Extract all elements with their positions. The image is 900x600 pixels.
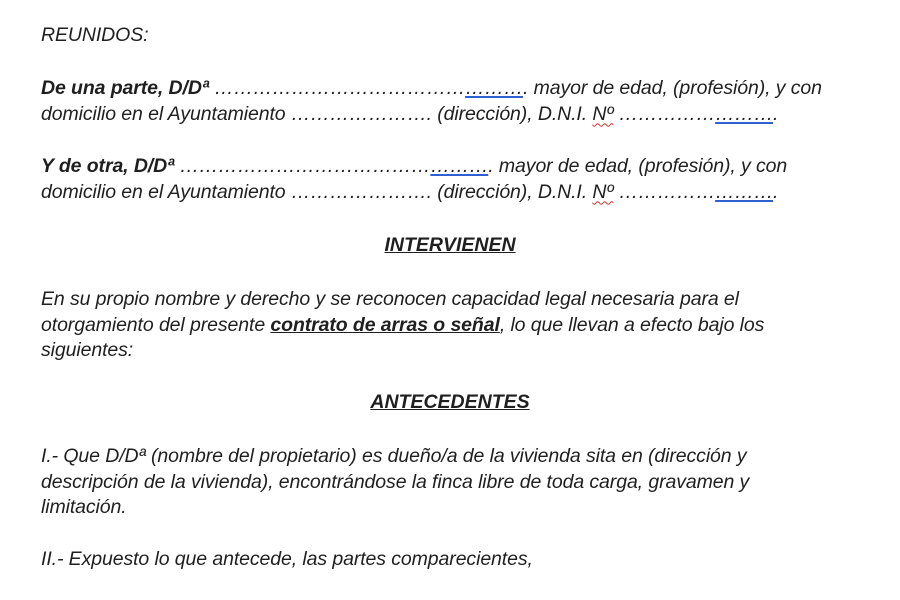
party-two-name-blank: ………………………………… — [174, 155, 431, 177]
antecedente-one-line-3: limitación. — [41, 496, 127, 518]
party-two-dni-blank-marked: ……… — [715, 180, 774, 203]
party-one-line-2: domicilio en el Ayuntamiento …………………. (dirección), D.N.I. Nº ……………………. — [41, 102, 779, 125]
intervienen-line-1: En su propio nombre y derecho y se reconocen capacidad legal necesaria para el — [41, 288, 739, 310]
reunidos-heading: REUNIDOS: — [41, 24, 149, 46]
party-one-address-text: domicilio en el Ayuntamiento …………………. (dirección), D.N.I. — [41, 102, 593, 125]
party-one-dni-blank: …………… — [613, 102, 716, 125]
antecedente-one-line-1: I.- Que D/Dª (nombre del propietario) es dueño/a de la vivienda sita en (dirección y — [41, 445, 747, 467]
intervienen-heading: INTERVIENEN — [384, 234, 516, 256]
antecedente-two-line-1: II.- Expuesto lo que antecede, las partes comparecientes, — [41, 548, 533, 570]
party-one-line-1 — [41, 76, 871, 102]
intervienen-line-3: siguientes: — [41, 339, 134, 361]
antecedente-two-paragraph — [41, 547, 871, 573]
intervienen-line-2: otorgamiento del presente contrato de arras o señal, lo que llevan a efecto bajo los — [41, 313, 765, 336]
party-one-paragraph — [41, 76, 871, 127]
party-two-line-1 — [41, 154, 871, 180]
antecedentes-heading: ANTECEDENTES — [370, 391, 530, 413]
party-two-paragraph — [41, 154, 871, 205]
party-two-line-1-rest: . mayor de edad, (profesión), y con — [488, 155, 788, 177]
party-one-lead: De una parte, D/Dª — [41, 77, 209, 99]
party-one-dni-blank-marked: ……… — [715, 102, 774, 125]
antecedente-one-line-2: descripción de la vivienda), encontrándose la finca libre de toda carga, gravamen y — [41, 470, 750, 493]
party-two-line-2: domicilio en el Ayuntamiento …………………. (dirección), D.N.I. Nº ……………………. — [41, 180, 779, 203]
party-two-lead: Y de otra, D/Dª — [41, 155, 175, 177]
party-one-line-1-rest: . mayor de edad, (profesión), y con — [522, 77, 822, 99]
antecedente-one-paragraph — [41, 444, 871, 521]
intervienen-paragraph — [41, 287, 871, 364]
contract-name: contrato de arras o señal — [270, 313, 500, 336]
party-two-no-mark: Nº — [592, 180, 614, 203]
party-one-no-mark: Nº — [592, 102, 614, 125]
party-one-name-blank-marked: ……… — [465, 77, 523, 99]
party-two-dni-blank: …………… — [613, 180, 716, 203]
party-one-name-blank: ………………………………… — [208, 77, 466, 99]
party-two-address-text: domicilio en el Ayuntamiento …………………. (dirección), D.N.I. — [41, 180, 593, 203]
party-two-name-blank-marked: ……… — [430, 155, 489, 177]
